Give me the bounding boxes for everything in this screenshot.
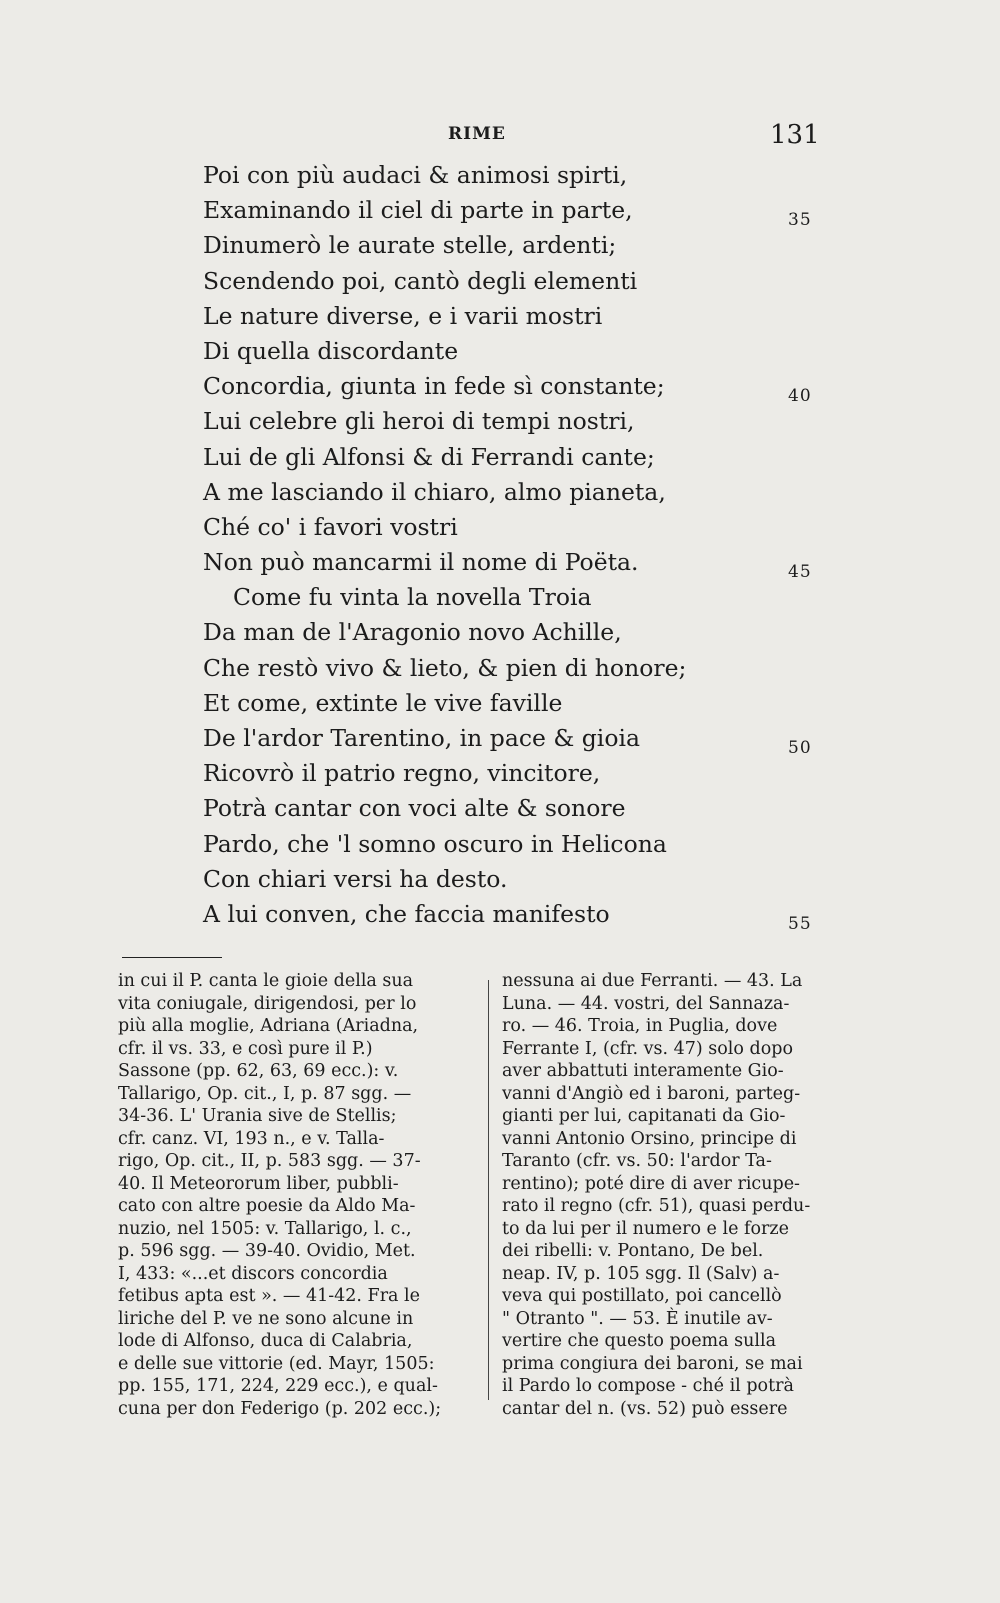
line-number: 50 (788, 738, 812, 759)
line-number: 40 (788, 386, 812, 407)
verse-line: Concordia, giunta in fede sì constante; (203, 372, 665, 401)
verse-line: De l'ardor Tarentino, in pace & gioia (203, 724, 640, 752)
verse-line: Non può mancarmi il nome di Poëta. (203, 548, 639, 577)
footnote-line: Sassone (pp. 62, 63, 69 ecc.): v. (118, 1061, 399, 1081)
footnote-line: nuzio, nel 1505: v. Tallarigo, l. c., (118, 1218, 412, 1239)
footnote-line: liriche del P. ve ne sono alcune in (118, 1308, 414, 1329)
verse-line: Di quella discordante (203, 336, 459, 365)
footnote-line: più alla moglie, Adriana (Ariadna, (118, 1016, 419, 1036)
footnote-line: Taranto (cfr. vs. 50: l'ardor Ta- (502, 1151, 772, 1171)
footnote-line: vita coniugale, dirigendosi, per lo (118, 993, 417, 1014)
footnote-line: vertire che questo poema sulla (502, 1331, 777, 1351)
footnote-line: prima congiura dei baroni, se mai (502, 1353, 803, 1374)
verse-line: Che restò vivo & lieto, & pien di honore; (203, 653, 687, 682)
footnote-line: cato con altre poesie da Aldo Ma- (118, 1196, 416, 1216)
footnote-rule (122, 957, 222, 958)
footnote-line: e delle sue vittorie (ed. Mayr, 1505: (118, 1353, 435, 1374)
footnote-line: lode di Alfonso, duca di Calabria, (118, 1331, 413, 1351)
footnote-line: 34-36. L' Urania sive de Stellis; (118, 1106, 397, 1126)
page-number: 131 (770, 120, 820, 150)
footnote-line: p. 596 sgg. — 39-40. Ovidio, Met. (118, 1241, 416, 1261)
verse-line: Poi con più audaci & animosi spirti, (203, 161, 628, 189)
footnote-line: ro. — 46. Troia, in Puglia, dove (502, 1016, 778, 1036)
footnote-line: vanni Antonio Orsino, principe di (502, 1128, 797, 1149)
footnote-column-right (496, 970, 857, 1420)
footnote-line: gianti per lui, capitanati da Gio- (502, 1106, 786, 1126)
verse-line: Potrà cantar con voci alte & sonore (203, 794, 626, 823)
footnote-line: vanni d'Angiò ed i baroni, parteg- (502, 1083, 801, 1104)
footnote-line: Ferrante I, (cfr. vs. 47) solo dopo (502, 1038, 793, 1059)
footnote-line: fetibus apta est ». — 41-42. Fra le (118, 1286, 421, 1306)
footnote-line: " Otranto ". — 53. È inutile av- (502, 1308, 773, 1329)
verse-line: A lui conven, che faccia manifesto (203, 899, 610, 928)
verse-line: Le nature diverse, e i varii mostri (203, 301, 603, 330)
verse-line: Ricovrò il patrio regno, vincitore, (203, 759, 601, 788)
footnote-line: cantar del n. (vs. 52) può essere (502, 1398, 788, 1419)
footnote-column-divider (488, 980, 489, 1400)
verse-line: A me lasciando il chiaro, almo pianeta, (203, 477, 666, 506)
verse-line: Come fu vinta la novella Troia (233, 583, 592, 612)
footnote-line: I, 433: «...et discors concordia (118, 1263, 388, 1284)
footnote-line: in cui il P. canta le gioie della sua (118, 971, 414, 991)
verse-line: Ché co' i favori vostri (203, 512, 458, 541)
verse-line: Pardo, che 'l somno oscuro in Helicona (203, 829, 667, 858)
footnote-line: cuna per don Federigo (p. 202 ecc.); (118, 1398, 442, 1419)
verse-line: Dinumerò le aurate stelle, ardenti; (203, 231, 617, 260)
footnote-line: Luna. — 44. vostri, del Sannaza- (502, 993, 790, 1014)
footnote-line: rigo, Op. cit., II, p. 583 sgg. — 37- (118, 1151, 421, 1171)
verse-line: Da man de l'Aragonio novo Achille, (203, 618, 622, 647)
footnote-line: Tallarigo, Op. cit., I, p. 87 sgg. — (118, 1083, 412, 1104)
verse-line: Examinando il ciel di parte in parte, (203, 196, 633, 225)
footnote-line: neap. IV, p. 105 sgg. Il (Salv) a- (502, 1263, 780, 1284)
footnote-line: veva qui postillato, poi cancellò (502, 1286, 782, 1306)
verse-line: Et come, extinte le vive faville (203, 688, 563, 717)
line-number: 55 (788, 914, 812, 935)
footnote-line: dei ribelli: v. Pontano, De bel. (502, 1241, 764, 1261)
footnote-line: rato il regno (cfr. 51), quasi perdu- (502, 1196, 811, 1216)
footnote-line: rentino); poté dire di aver ricupe- (502, 1173, 800, 1194)
footnote-line: cfr. canz. VI, 193 n., e v. Talla- (118, 1128, 385, 1149)
footnote-line: 40. Il Meteororum liber, pubbli- (118, 1173, 399, 1194)
footnote-column-left (118, 970, 473, 1420)
footnote-line: nessuna ai due Ferranti. — 43. La (502, 971, 803, 991)
footnote-line: il Pardo lo compose - ché il potrà (502, 1376, 794, 1396)
verse-line: Lui celebre gli heroi di tempi nostri, (203, 407, 635, 436)
line-number: 35 (788, 210, 812, 231)
footnote-line: to da lui per il numero e le forze (502, 1218, 789, 1239)
verse-line: Con chiari versi ha desto. (203, 864, 508, 893)
running-head: RIME (448, 124, 506, 144)
footnote-line: cfr. il vs. 33, e così pure il P.) (118, 1038, 373, 1059)
footnote-line: aver abbattuti interamente Gio- (502, 1061, 784, 1081)
footnote-line: pp. 155, 171, 224, 229 ecc.), e qual- (118, 1376, 438, 1396)
line-number: 45 (788, 562, 812, 583)
verse-block (203, 158, 812, 935)
verse-line: Lui de gli Alfonsi & di Ferrandi cante; (203, 442, 655, 471)
verse-line: Scendendo poi, cantò degli elementi (203, 266, 638, 295)
